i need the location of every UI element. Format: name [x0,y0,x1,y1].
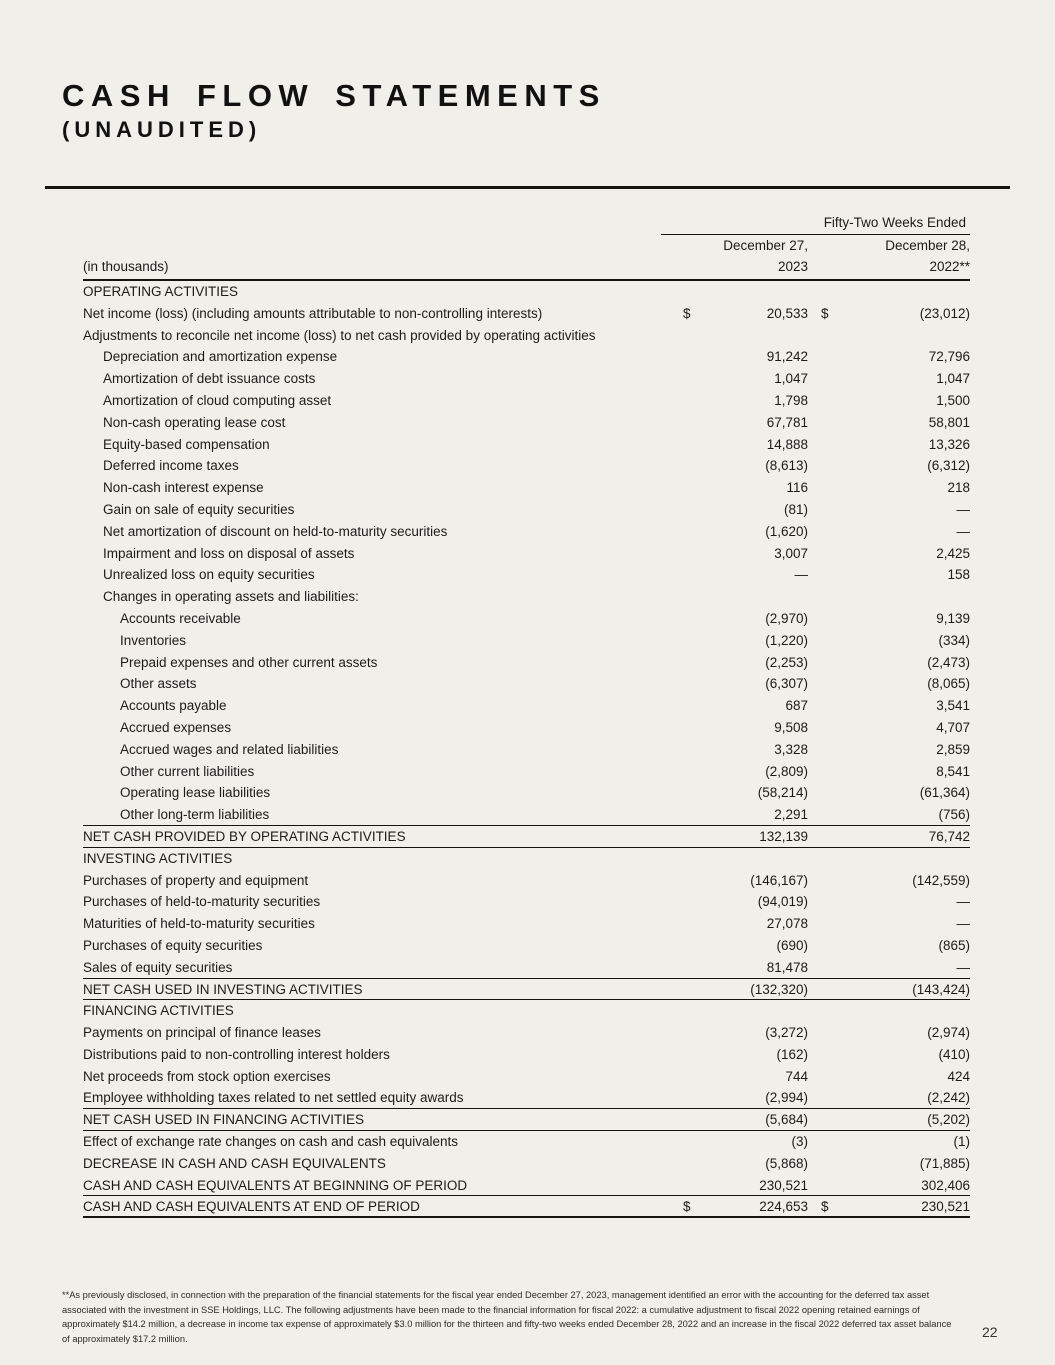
dollar-sign-2023 [683,1131,703,1153]
dollar-sign-2022 [821,630,841,652]
dollar-sign-2022 [821,1153,841,1175]
value-2022: 2,859 [936,741,970,757]
dollar-sign-2022 [821,412,841,434]
dollar-sign-2022 [821,957,841,978]
dollar-sign-2022 [821,325,841,347]
row-label: Purchases of equity securities [83,937,263,953]
value-2022: 2,425 [936,545,970,561]
table-row [83,957,970,979]
dollar-sign-2023 [683,368,703,390]
table-row [83,564,970,586]
value-2023: (146,167) [750,872,808,888]
value-2023: (5,684) [765,1112,808,1128]
row-label: Accounts receivable [120,610,241,626]
row-label: Amortization of cloud computing asset [103,392,332,408]
value-2023: (1,220) [765,632,808,648]
value-2023: 3,328 [774,741,808,757]
value-2022: (410) [938,1046,970,1062]
value-2022: 58,801 [928,414,970,430]
table-row [83,870,970,892]
value-2022: 13,326 [928,436,970,452]
dollar-sign-2023 [683,673,703,695]
row-label: Sales of equity securities [83,959,233,975]
dollar-sign-2022 [821,368,841,390]
value-2023: (94,019) [757,894,808,910]
table-row [83,782,970,804]
value-2022 [841,1000,970,1022]
row-label: OPERATING ACTIVITIES [83,284,239,299]
value-2023 [703,1000,808,1022]
dollar-sign-2022 [821,935,841,957]
dollar-sign-2022 [821,1131,841,1153]
dollar-sign-2022 [821,1000,841,1022]
value-2023: (81) [783,501,808,517]
row-label: NET CASH USED IN FINANCING ACTIVITIES [83,1112,365,1128]
dollar-sign-2022 [821,434,841,456]
table-row [83,477,970,499]
value-2023 [703,325,808,347]
total-row [83,826,970,848]
value-2023: — [794,567,808,583]
value-2023: (1,620) [765,523,808,539]
table-row [83,1066,970,1088]
value-2022: (5,202) [927,1112,970,1128]
row-label: CASH AND CASH EQUIVALENTS AT BEGINNING OF PERIOD [83,1177,468,1193]
value-2023: (58,214) [757,785,808,801]
dollar-sign-2023 [683,804,703,825]
value-2022: — [956,501,970,517]
value-2022: 218 [947,480,970,496]
value-2022: (865) [938,937,970,953]
value-2023: 116 [786,480,808,496]
row-label: FINANCING ACTIVITIES [83,1003,234,1019]
dollar-sign-2022 [821,739,841,761]
dollar-sign-2023 [683,390,703,412]
table-row [83,695,970,717]
row-label: Gain on sale of equity securities [103,501,295,517]
column-header-row [83,235,970,281]
row-label: NET CASH PROVIDED BY OPERATING ACTIVITIES [83,828,406,844]
footnote: **As previously disclosed, in connection with the preparation of the financial statements for the fiscal year ended December 27, 2023, management identified an error with the accounting for the deferred tax asset associated with the investment in SSE Holdings, LLC. The following adjustments have been made to the financial information for fiscal 2022: a cumulative adjustment to fiscal 2022 opening retained earnings of approximately $14.2 million, a decrease in income tax expense of approximately $3.0 million for the thirteen and fifty-two weeks ended December 28, 2022 and an increase in the fiscal 2022 deferred tax asset balance of approximately $17.2 million. [62,1290,952,1344]
table-row [83,935,970,957]
column-header-2023-year: 2023 [777,259,808,274]
row-label: Purchases of property and equipment [83,872,309,888]
row-label: Other assets [120,676,197,692]
row-label: Unrealized loss on equity securities [103,567,315,583]
dollar-sign-2023 [683,891,703,913]
value-2022: 3,541 [936,698,970,714]
section-header-row [83,281,970,303]
dollar-sign-2023 [683,1044,703,1066]
dollar-sign-2023 [683,652,703,674]
table-row [83,739,970,761]
cash-flow-table [83,214,970,1218]
row-label: Distributions paid to non-controlling interest holders [83,1046,390,1062]
dollar-sign-2022 [821,1109,841,1130]
value-2022: (23,012) [919,305,970,321]
value-2023: (5,868) [765,1155,808,1171]
value-2023: 2,291 [774,807,808,823]
row-label: Net income (loss) (including amounts attributable to non-controlling interests) [83,305,543,321]
value-2023: 1,047 [774,371,808,387]
total-row [83,1196,970,1218]
value-2022: (8,065) [927,676,970,692]
period-header-spacer [83,214,661,235]
value-2022: — [956,894,970,910]
section-header-row [83,848,970,870]
value-2023: 3,007 [774,545,808,561]
row-label: Net amortization of discount on held-to-maturity securities [103,523,448,539]
row-label: Equity-based compensation [103,436,270,452]
value-2022: (756) [938,807,970,823]
value-2022: (6,312) [927,458,970,474]
row-label: Non-cash operating lease cost [103,414,286,430]
row-label: Effect of exchange rate changes on cash and cash equivalents [83,1134,459,1150]
value-2023: (2,994) [765,1090,808,1106]
document-subtitle: (UNAUDITED) [62,117,262,142]
row-label: Depreciation and amortization expense [103,349,338,365]
table-row [83,608,970,630]
row-label: Purchases of held-to-maturity securities [83,894,321,910]
value-2022: (1) [953,1134,970,1150]
table-rows [83,281,970,1218]
dollar-sign-2022 [821,455,841,477]
value-2022: (61,364) [919,785,970,801]
row-label: Prepaid expenses and other current assets [120,654,378,670]
dollar-sign-2022 [821,782,841,804]
row-label: Operating lease liabilities [120,785,271,801]
table-row [83,652,970,674]
dollar-sign-2022 [821,499,841,521]
dollar-sign-2022 [821,979,841,1000]
dollar-sign-2022 [821,477,841,499]
row-label: NET CASH USED IN INVESTING ACTIVITIES [83,981,363,997]
dollar-sign-2022 [821,717,841,739]
value-2023: (3) [791,1134,808,1150]
table-row [83,630,970,652]
column-header-2023-month: December 27, [723,238,808,253]
dollar-sign-2023: $ [683,1199,691,1215]
dollar-sign-2023 [683,1066,703,1088]
dollar-sign-2022 [821,543,841,565]
table-row [83,1022,970,1044]
value-2023: 1,798 [774,392,808,408]
value-2022: 158 [947,567,970,583]
units-label: (in thousands) [83,259,169,274]
dollar-sign-2023 [683,455,703,477]
dollar-sign-2023 [683,325,703,347]
dollar-sign-2023 [683,717,703,739]
row-label: INVESTING ACTIVITIES [83,850,233,866]
row-label: Maturities of held-to-maturity securities [83,916,315,932]
value-2022: — [956,916,970,932]
dollar-sign-2023 [683,1087,703,1108]
row-label: CASH AND CASH EQUIVALENTS AT END OF PERIOD [83,1199,420,1215]
table-row [83,1044,970,1066]
row-label: Deferred income taxes [103,458,239,474]
table-row [83,1131,970,1153]
table-row [83,543,970,565]
dollar-sign-2023 [683,761,703,783]
value-2023 [703,281,808,303]
dollar-sign-2022 [821,346,841,368]
dollar-sign-2022 [821,826,841,847]
value-2023: 27,078 [766,916,808,932]
value-2023 [703,586,808,608]
value-2022: 72,796 [928,349,970,365]
row-label: Accounts payable [120,698,227,714]
row-label: Accrued wages and related liabilities [120,741,339,757]
value-2023: 9,508 [774,719,808,735]
value-2023: 91,242 [766,349,808,365]
value-2022: 9,139 [936,610,970,626]
value-2023: 230,521 [759,1177,808,1193]
dollar-sign-2022 [821,608,841,630]
table-row [83,303,970,325]
value-2022: 424 [947,1068,970,1084]
value-2023: 14,888 [766,436,808,452]
dollar-sign-2023 [683,564,703,586]
value-2022 [841,325,970,347]
dollar-sign-2022 [821,586,841,608]
row-label: DECREASE IN CASH AND CASH EQUIVALENTS [83,1155,386,1171]
dollar-sign-2023 [683,870,703,892]
value-2022 [841,586,970,608]
table-row [83,521,970,543]
dollar-sign-2023 [683,979,703,1000]
dollar-sign-2023 [683,826,703,847]
total-row [83,1109,970,1131]
dollar-sign-2022 [821,1175,841,1196]
value-2023 [703,848,808,870]
dollar-sign-2022 [821,848,841,870]
value-2022: (142,559) [912,872,970,888]
value-2023: (2,253) [765,654,808,670]
row-label: Adjustments to reconcile net income (loss) to net cash provided by operating activities [83,327,596,343]
value-2022 [841,281,970,303]
value-2023: 224,653 [759,1199,808,1215]
table-row [83,673,970,695]
dollar-sign-2023 [683,1022,703,1044]
dollar-sign-2023 [683,281,703,303]
table-row [83,434,970,456]
dollar-sign-2023 [683,848,703,870]
page-number: 22 [982,1324,998,1340]
table-row [83,412,970,434]
dollar-sign-2022 [821,804,841,825]
total-row [83,1153,970,1175]
table-row [83,325,970,347]
column-header-2023 [683,235,808,277]
column-header-2022-year: 2022** [929,259,970,274]
dollar-sign-2023 [683,935,703,957]
value-2022: 1,047 [936,371,970,387]
value-2022: 4,707 [936,719,970,735]
value-2022: — [956,523,970,539]
row-label: Inventories [120,632,187,648]
table-row [83,499,970,521]
value-2023: 132,139 [759,828,808,844]
dollar-sign-2022 [821,1066,841,1088]
value-2023: 67,781 [766,414,808,430]
dollar-sign-2023 [683,630,703,652]
row-label: Employee withholding taxes related to net settled equity awards [83,1090,464,1106]
dollar-sign-2023 [683,782,703,804]
value-2023: (2,809) [765,763,808,779]
value-2022: 8,541 [936,763,970,779]
table-row [83,455,970,477]
value-2023: 20,533 [766,305,808,321]
value-2023: (2,970) [765,610,808,626]
total-row [83,979,970,1001]
section-header-row [83,1000,970,1022]
value-2022: (71,885) [919,1155,970,1171]
table-row [83,761,970,783]
dollar-sign-2022 [821,1022,841,1044]
table-row [83,804,970,826]
dollar-sign-2023 [683,608,703,630]
dollar-sign-2022 [821,913,841,935]
dollar-sign-2023: $ [683,305,691,321]
value-2022: 302,406 [921,1177,970,1193]
dollar-sign-2023 [683,346,703,368]
dollar-sign-2023 [683,521,703,543]
table-row [83,368,970,390]
row-label: Payments on principal of finance leases [83,1025,321,1041]
dollar-sign-2022 [821,564,841,586]
value-2023: 81,478 [766,959,808,975]
value-2022: (2,974) [927,1025,970,1041]
row-label: Non-cash interest expense [103,480,264,496]
value-2022: (334) [938,632,970,648]
total-row [83,1175,970,1197]
dollar-sign-2023 [683,1000,703,1022]
value-2022: — [956,959,970,975]
table-row [83,913,970,935]
table-row [83,1087,970,1109]
value-2023: 744 [785,1068,808,1084]
value-2022: 1,500 [936,392,970,408]
dollar-sign-2023 [683,739,703,761]
column-header-2022-month: December 28, [885,238,970,253]
value-2022 [841,848,970,870]
dollar-sign-2022 [821,870,841,892]
row-label: Net proceeds from stock option exercises [83,1068,331,1084]
title-divider-rule [45,186,1010,189]
dollar-sign-2023 [683,499,703,521]
row-label: Impairment and loss on disposal of assets [103,545,355,561]
dollar-sign-2023 [683,913,703,935]
dollar-sign-2022 [821,673,841,695]
dollar-sign-2022 [821,390,841,412]
dollar-sign-2022 [821,652,841,674]
dollar-sign-2023 [683,695,703,717]
row-label: Accrued expenses [120,719,232,735]
dollar-sign-2022: $ [821,1199,829,1215]
dollar-sign-2022 [821,1044,841,1066]
table-row [83,346,970,368]
dollar-sign-2023 [683,477,703,499]
document-title: CASH FLOW STATEMENTS [62,78,606,113]
dollar-sign-2023 [683,1153,703,1175]
table-row [83,891,970,913]
value-2022: 76,742 [928,828,970,844]
row-label: Amortization of debt issuance costs [103,371,316,387]
value-2022: (2,473) [927,654,970,670]
table-row [83,390,970,412]
value-2023: (162) [776,1046,808,1062]
dollar-sign-2023 [683,1109,703,1130]
page-title [62,78,606,144]
dollar-sign-2023 [683,412,703,434]
dollar-sign-2022 [821,1087,841,1108]
row-label: Changes in operating assets and liabilities: [103,589,359,605]
dollar-sign-2023 [683,957,703,978]
period-header-row [83,214,970,235]
dollar-sign-2022 [821,521,841,543]
dollar-sign-2023 [683,434,703,456]
value-2023: (132,320) [750,981,808,997]
value-2022: (2,242) [927,1090,970,1106]
value-2023: (690) [776,937,808,953]
dollar-sign-2023 [683,586,703,608]
dollar-sign-2022 [821,695,841,717]
value-2022: (143,424) [912,981,970,997]
column-header-2022 [808,235,970,277]
table-row [83,717,970,739]
value-2023: (8,613) [765,458,808,474]
dollar-sign-2023 [683,1175,703,1196]
row-label: Other current liabilities [120,763,255,779]
dollar-sign-2022 [821,281,841,303]
dollar-sign-2022: $ [821,305,829,321]
value-2023: (3,272) [765,1025,808,1041]
dollar-sign-2022 [821,891,841,913]
value-2022: 230,521 [921,1199,970,1215]
row-label: Other long-term liabilities [120,807,270,823]
dollar-sign-2022 [821,761,841,783]
dollar-sign-2023 [683,543,703,565]
value-2023: 687 [785,698,808,714]
table-row [83,586,970,608]
period-header: Fifty-Two Weeks Ended [661,214,970,235]
value-2023: (6,307) [765,676,808,692]
